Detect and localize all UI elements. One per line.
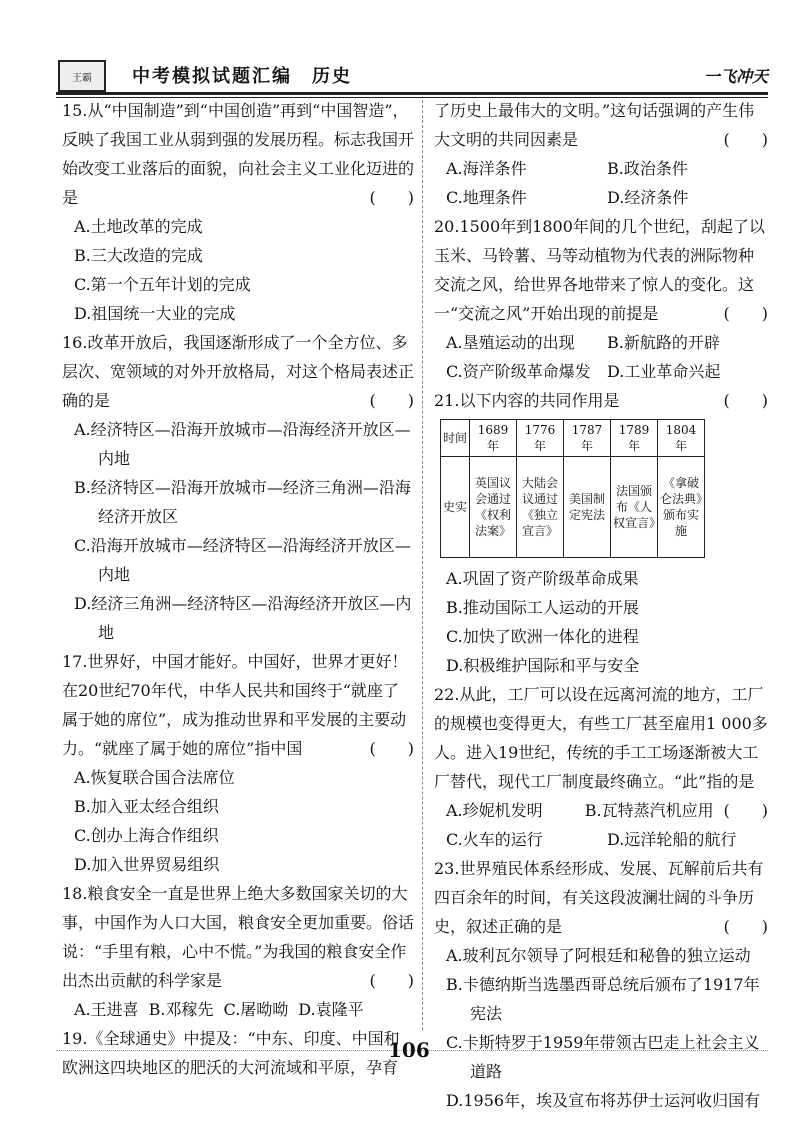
table-event: 法国颁布《人权宣言》 — [611, 457, 658, 558]
answer-bracket: ( ) — [369, 188, 414, 207]
option: A.王进喜 — [74, 1000, 139, 1019]
table-row-label: 史实 — [441, 457, 470, 558]
option-row — [434, 825, 768, 854]
left-column — [62, 96, 414, 1082]
answer-bracket: ( ) — [723, 801, 768, 820]
option: D.积极维护国际和平与安全 — [446, 656, 640, 675]
option: A.垦殖运动的出现 — [446, 333, 575, 352]
answer-bracket: ( ) — [723, 391, 768, 410]
option: C.创办上海合作组织 — [74, 826, 219, 845]
question-19-end — [434, 96, 768, 212]
answer-bracket: ( ) — [723, 130, 768, 149]
option: B.卡德纳斯当选墨西哥总统后颁布了1917年宪法 — [446, 975, 760, 1023]
book-title: 中考模拟试题汇编 历史 — [132, 66, 352, 87]
question-22 — [434, 680, 768, 854]
question-15 — [62, 96, 414, 328]
option: C.屠呦呦 — [223, 1000, 289, 1019]
option: D.祖国统一大业的完成 — [74, 304, 236, 323]
question-20 — [434, 212, 768, 386]
option: C.火车的运行 — [446, 830, 543, 849]
option: B.邓稼先 — [148, 1000, 214, 1019]
table-year: 1804年 — [658, 420, 705, 457]
question-stem: 16.改革开放后，我国逐渐形成了一个全方位、多层次、宽领域的对外开放格局，对这个格局表述正确的是 — [62, 333, 415, 410]
table-event: 美国制定宪法 — [564, 457, 611, 558]
option: C.加快了欧洲一体化的进程 — [446, 627, 639, 646]
option: A.恢复联合国合法席位 — [74, 768, 235, 787]
option: A.经济特区—沿海开放城市—沿海经济开放区—内地 — [74, 420, 411, 468]
option-row — [434, 357, 768, 386]
option: B.瓦特蒸汽机应用 — [584, 801, 714, 820]
option: D.工业革命兴起 — [607, 362, 721, 381]
brand-slogan: 一飞冲天 — [703, 67, 768, 86]
question-23 — [434, 854, 768, 1115]
answer-bracket: ( ) — [369, 391, 414, 410]
table-event: 大陆会议通过《独立宣言》 — [517, 457, 564, 558]
option: D.加入世界贸易组织 — [74, 855, 220, 874]
option: B.推动国际工人运动的开展 — [446, 598, 639, 617]
option: B.经济特区—沿海开放城市—经济三角洲—沿海经济开放区 — [74, 478, 411, 526]
table-row-label: 时间 — [441, 420, 470, 457]
option: B.三大改造的完成 — [74, 246, 203, 265]
option-row — [434, 328, 768, 357]
page-header — [56, 58, 768, 92]
option: D.袁隆平 — [298, 1000, 364, 1019]
option-row — [62, 995, 414, 1024]
table-year: 1776年 — [517, 420, 564, 457]
question-stem: 了历史上最伟大的文明。”这句话强调的产生伟大文明的共同因素是 — [434, 101, 755, 149]
option: D.1956年，埃及宣布将苏伊士运河收归国有 — [446, 1091, 761, 1110]
option: C.资产阶级革命爆发 — [446, 362, 591, 381]
option: D.经济条件 — [607, 188, 689, 207]
option: C.沿海开放城市—经济特区—沿海经济开放区—内地 — [74, 536, 411, 584]
option: C.地理条件 — [446, 188, 527, 207]
option: D.经济三角洲—经济特区—沿海经济开放区—内地 — [74, 594, 412, 642]
header-rule — [56, 92, 768, 95]
question-stem: 23.世界殖民体系经形成、发展、瓦解前后共有四百余年的时间，有关这段波澜壮阔的斗争历史，叙述正确的是 — [434, 859, 764, 936]
option: C.第一个五年计划的完成 — [74, 275, 251, 294]
option: A.珍妮机发明 — [446, 801, 543, 820]
question-stem: 18.粮食安全一直是世界上绝大多数国家关切的大事，中国作为人口大国，粮食安全更加重要。俗话说：“手里有粮，心中不慌。”为我国的粮食安全作出杰出贡献的科学家是 — [62, 884, 415, 990]
table-year: 1789年 — [611, 420, 658, 457]
question-16 — [62, 328, 414, 647]
question-stem: 19.《全球通史》中提及：“中东、印度、中国和欧洲这四块地区的肥沃的大河流域和平原，孕育 — [62, 1029, 400, 1077]
option: C.卡斯特罗于1959年带领古巴走上社会主义道路 — [446, 1033, 760, 1081]
answer-bracket: ( ) — [723, 304, 768, 323]
history-table — [440, 419, 705, 558]
question-18 — [62, 879, 414, 1024]
column-divider — [422, 100, 423, 1030]
question-stem: 15.从“中国制造”到“中国创造”再到“中国智造”，反映了我国工业从弱到强的发展历程。标志我国开始改变工业落后的面貌，向社会主义工业化迈进的是 — [62, 101, 415, 207]
option-row — [434, 796, 724, 825]
question-stem: 21.以下内容的共同作用是 — [434, 391, 620, 410]
table-event: 《拿破仑法典》颁布实施 — [658, 457, 705, 558]
answer-bracket: ( ) — [369, 739, 414, 758]
page-number: 106 — [388, 1038, 430, 1062]
series-logo: 王霸 — [58, 60, 106, 92]
option: B.加入亚太经合组织 — [74, 797, 219, 816]
option: A.海洋条件 — [446, 159, 527, 178]
question-19-start — [62, 1024, 414, 1082]
question-stem: 20.1500年到1800年间的几个世纪，刮起了以玉米、马铃薯、马等动植物为代表的洲际物种交流之风，给世界各地带来了惊人的变化。这一“交流之风”开始出现的前提是 — [434, 217, 765, 323]
option: A.巩固了资产阶级革命成果 — [446, 569, 639, 588]
option: A.土地改革的完成 — [74, 217, 203, 236]
option: A.玻利瓦尔领导了阿根廷和秘鲁的独立运动 — [446, 946, 751, 965]
question-17 — [62, 647, 414, 879]
table-year: 1689年 — [470, 420, 517, 457]
question-stem: 22.从此，工厂可以设在远离河流的地方，工厂的规模也变得更大，有些工厂甚至雇用1 000多人。进入19世纪，传统的手工工场逐渐被大工厂替代，现代工厂制度最终确立。“此”指的是 — [434, 685, 768, 791]
answer-bracket: ( ) — [723, 917, 768, 936]
table-year: 1787年 — [564, 420, 611, 457]
option-row — [434, 183, 768, 212]
option: B.新航路的开辟 — [607, 333, 720, 352]
question-stem: 17.世界好，中国才能好。中国好，世界才更好！在20世纪70年代，中华人民共和国终于“就座了属于她的席位”，成为推动世界和平发展的主要动力。“就座了属于她的席位”指中国 — [62, 652, 408, 758]
right-column — [434, 96, 768, 1115]
answer-bracket: ( ) — [369, 971, 414, 990]
option: B.政治条件 — [607, 159, 688, 178]
question-21 — [434, 386, 768, 680]
table-event: 英国议会通过《权利法案》 — [470, 457, 517, 558]
option-row — [434, 154, 768, 183]
option: D.远洋轮船的航行 — [607, 830, 737, 849]
